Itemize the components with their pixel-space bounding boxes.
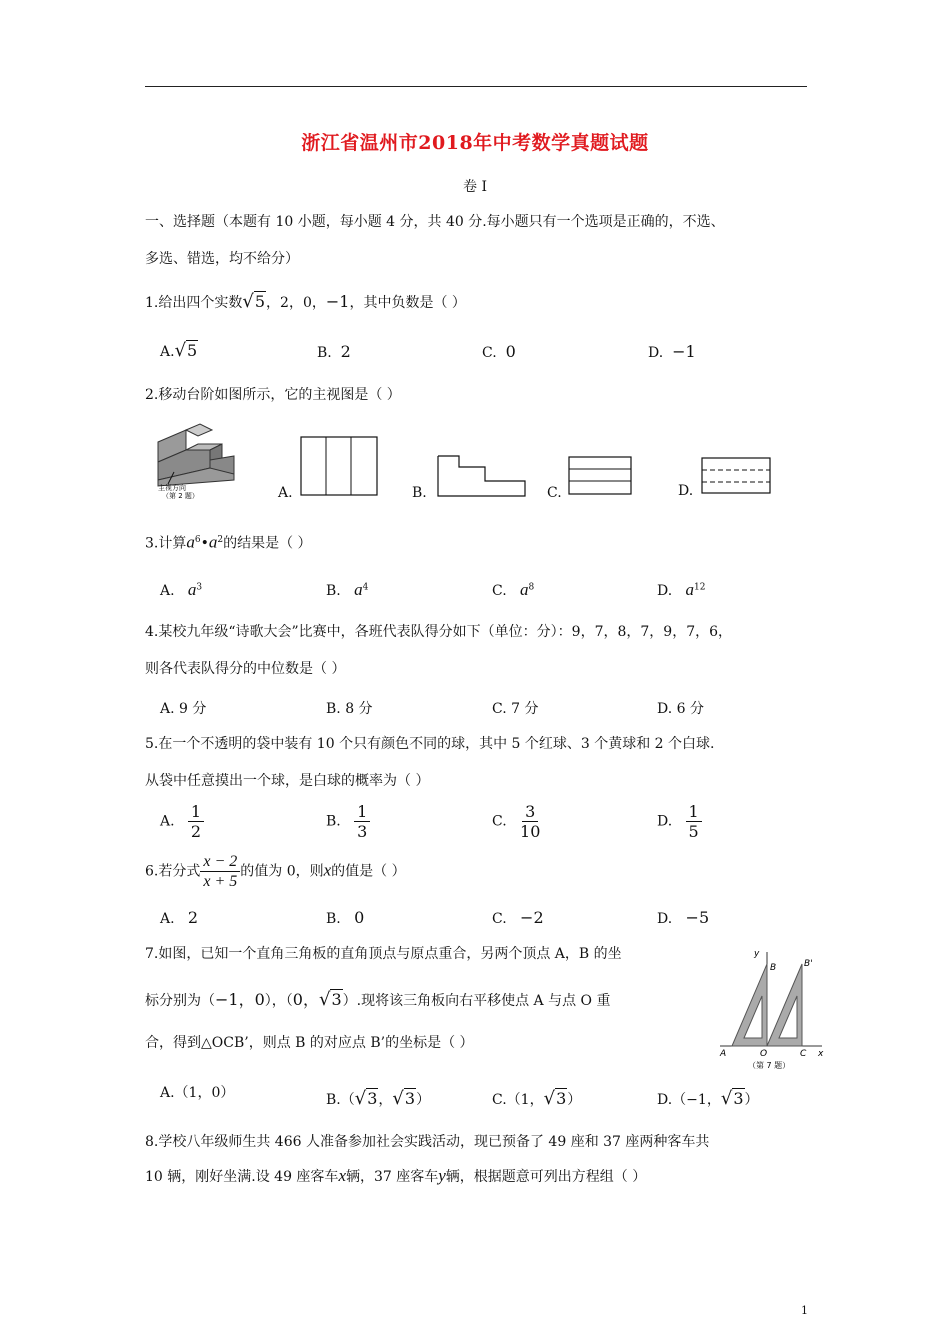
question-7-line2: 标分别为（−1，0），（0，√3）.现将该三角板向右平移使点 A 与点 O 重 <box>145 989 611 1010</box>
fig-x-label: x <box>818 1049 824 1059</box>
fig-label-o: O <box>760 1049 768 1059</box>
question-4-line1: 4.某校九年级“诗歌大会”比赛中，各班代表队得分如下（单位：分）：9，7，8，7，9，7，6， <box>145 624 733 640</box>
option-d-figure <box>700 456 772 496</box>
option-b-figure <box>437 455 527 497</box>
question-3-option-a: A. $a^3$ <box>160 580 203 599</box>
stair-caption-direction: 主视方向 <box>158 484 186 492</box>
question-1-stem: 1.给出四个实数√5，2，0，−1，其中负数是（ ） <box>145 291 466 312</box>
question-5-option-b: B. $\frac{1}{3}$ <box>326 802 370 841</box>
question-5-option-c: C. $\frac{3}{10}$ <box>492 802 541 841</box>
question-2-option-b: B. <box>412 485 427 501</box>
triangle-figure <box>712 946 830 1074</box>
fig-label-b: B <box>770 963 777 973</box>
section-heading-line1: 一、选择题（本题有 10 小题，每小题 4 分，共 40 分.每小题只有一个选项是正确的，不选、 <box>145 214 725 230</box>
question-6-option-d: D. −5 <box>657 908 710 927</box>
fig-label-c: C <box>800 1049 807 1059</box>
volume-label: 卷 I <box>463 179 487 195</box>
stair-caption-number: （第 2 题） <box>162 492 199 500</box>
fig-y-label: y <box>754 949 760 959</box>
question-1-option-d: D. −1 <box>648 342 696 361</box>
question-7-option-a: A.（1，0） <box>160 1085 235 1101</box>
question-6-stem: 6.若分式 $\frac{x - 2}{x + 5}$ 的值为 0，则x的值是（ ） <box>145 853 406 890</box>
question-3-option-d: D. $a^{12}$ <box>657 580 706 599</box>
question-4-option-a: A. 9 分 <box>160 701 207 717</box>
stair-figure <box>150 420 250 500</box>
fig-label-b-prime: B' <box>804 959 813 969</box>
question-1-option-c: C. 0 <box>482 342 516 361</box>
option-a-figure <box>300 436 380 498</box>
question-5-option-d: D. $\frac{1}{5}$ <box>657 802 702 841</box>
question-5-line2: 从袋中任意摸出一个球，是白球的概率为（ ） <box>145 773 430 789</box>
question-5-line1: 5.在一个不透明的袋中装有 10 个只有颜色不同的球，其中 5 个红球、3 个黄球和 2 个白球. <box>145 736 715 752</box>
question-4-line2: 则各代表队得分的中位数是（ ） <box>145 661 346 677</box>
question-6-option-c: C. −2 <box>492 908 544 927</box>
question-5-option-a: A. $\frac{1}{2}$ <box>160 802 204 841</box>
question-6-option-a: A. 2 <box>160 908 199 927</box>
question-1-option-a: A.√5 <box>160 340 198 361</box>
question-7-line3: 合，得到△OCB’，则点 B 的对应点 B’的坐标是（ ） <box>145 1035 474 1051</box>
fig-label-a: A <box>720 1049 727 1059</box>
fig-7-caption: （第 7 题） <box>748 1061 791 1070</box>
question-3-option-b: B. $a^4$ <box>326 580 369 599</box>
question-2-option-c: C. <box>547 485 562 501</box>
question-4-option-d: D. 6 分 <box>657 701 704 717</box>
question-3-option-c: C. $a^8$ <box>492 580 535 599</box>
question-7-line1: 7.如图，已知一个直角三角板的直角顶点与原点重合，另两个顶点 A，B 的坐 <box>145 946 622 962</box>
option-c-figure <box>568 456 632 496</box>
question-2-stem: 2.移动台阶如图所示，它的主视图是（ ） <box>145 387 401 403</box>
question-7-option-b: B.（√3，√3） <box>326 1088 431 1109</box>
question-8-line1: 8.学校八年级师生共 466 人准备参加社会实践活动，现已预备了 49 座和 37 座两种客车共 <box>145 1134 710 1150</box>
question-2-option-a: A. <box>278 485 293 501</box>
question-3-stem: 3.计算$a^6•a^2$的结果是（ ） <box>145 532 312 552</box>
question-2-option-d: D. <box>678 483 694 499</box>
section-heading-line2: 多选、错选，均不给分） <box>145 251 299 267</box>
question-7-option-d: D.（−1，√3） <box>657 1088 759 1109</box>
header-rule <box>145 86 807 87</box>
page-number: 1 <box>801 1304 808 1317</box>
question-8-line2: 10 辆，刚好坐满.设 49 座客车x辆，37 座客车y辆，根据题意可列出方程组（ ） <box>145 1166 647 1185</box>
question-4-option-c: C. 7 分 <box>492 701 539 717</box>
question-6-option-b: B. 0 <box>326 908 365 927</box>
question-7-option-c: C.（1，√3） <box>492 1088 582 1109</box>
question-4-option-b: B. 8 分 <box>326 701 373 717</box>
question-1-option-b: B. 2 <box>317 342 351 361</box>
page-title: 浙江省温州市2018年中考数学真题试题 <box>301 132 649 154</box>
